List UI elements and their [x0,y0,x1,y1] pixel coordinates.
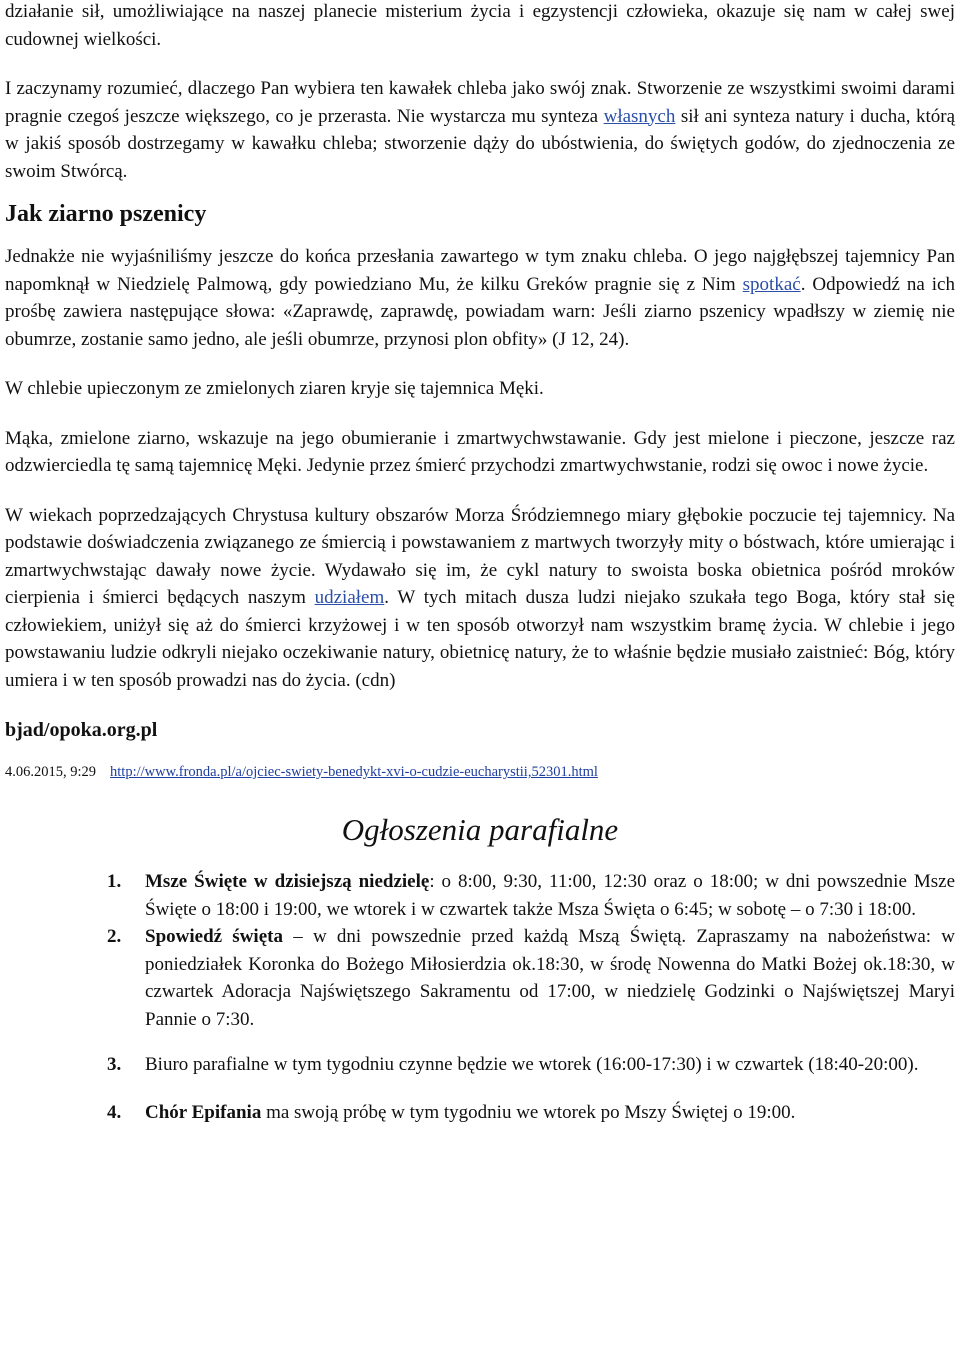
paragraph-text: . Odpowiedź na ich prośbę zawiera następujące słowa: «Zaprawdę, zaprawdę, powiadam warn: Jeśli ziarno pszenicy wpadłszy w ziemię nie obumrze, zostanie samo jedno, ale jeśli obumrze, przynosi plon obfity» (J 12, 24). [5,273,955,350]
paragraph-myths [5,502,955,695]
paragraph-wheat-grain [5,243,955,353]
notice-number: 3. [107,1054,122,1075]
notice-item [5,1051,955,1079]
notice-text: : o 8:00, 9:30, 11:00, 12:30 oraz o 18:00; w dni powszednie Msze Święte o 18:00 i 19:00, we wtorek i w czwartek także Msza Święta o 6:45; w sobotę – o 7:30 i 18:00. [145,871,955,920]
notice-heading: Chór Epifania [145,1101,262,1123]
notice-heading: Spowiedź święta [145,926,283,947]
notices-title: Ogłoszenia parafialne [341,812,619,847]
paragraph-flour [5,425,955,480]
paragraph-text: Mąka, zmielone ziarno, wskazuje na jego obumieranie i zmartwychwstawanie. Gdy jest mielone i pieczone, jeszcze raz odzwierciedla tę samą tajemnicę Męki. Jedynie przez śmierć przychodzi zmartwychwstanie, rodzi się owoc i nowe życie. [5,427,955,476]
dateline [5,762,955,782]
notice-text: – w dni powszednie przed każdą Mszą Świętą. Zapraszamy na nabożeństwa: w poniedziałek Koronka do Bożego Miłosierdzia ok.18:30, w środę Nowenna do Matki Bożej ok.18:30, w czwartek Adoracja Najświętszego Sakramentu od 17:00, w niedzielę Godzinki o Najświętszej Maryi Pannie o 7:30. [145,926,955,1030]
notice-heading: Msze Święte w dzisiejszą niedzielę [145,871,430,892]
spacer [5,744,955,762]
spacer [5,694,955,716]
link-udzialem[interactable]: udziałem [314,587,385,608]
notice-number: 4. [107,1101,122,1123]
paragraph-bread-sign [5,75,955,185]
paragraph-text: I zaczynamy rozumieć, dlaczego Pan wybiera ten kawałek chleba jako swój znak. Stworzenie ze wszystkimi swoimi darami pragnie czegoś jeszcze większego, co je przerasta. Nie wystarcza mu synteza [5,78,955,127]
document-page [5,0,955,1126]
notice-text: ma swoją próbę w tym tygodniu we wtorek po Mszy Świętej o 19:00. [261,1101,796,1123]
link-spotkac[interactable]: spotkać [742,273,801,295]
section-heading: Jak ziarno pszenicy [5,201,207,227]
paragraph-text: . W tych mitach dusza ludzi niejako szukała tego Boga, który stał się człowiekiem, uniżył się aż do śmierci krzyżowej i w ten sposób otworzył nam wszystkim bramę życia. W chlebie i jego powstawaniu ludzie odkryli niejako oczekiwanie natury, obietnicę natury, że to właśnie będzie musiało zaistnieć: Bóg, który umiera i w ten sposób prowadzi nas do życia. (cdn) [5,587,955,691]
notice-number: 2. [107,926,122,947]
spacer [5,782,955,810]
source-url-link[interactable]: http://www.fronda.pl/a/ojciec-swiety-benedykt-xvi-o-cudzie-eucharystii,52301.html [110,764,598,780]
link-wlasnych[interactable]: własnych [603,105,676,127]
notice-item [5,923,955,1033]
spacer [5,185,955,199]
paragraph-text: W chlebie upieczonym ze zmielonych ziaren kryje się tajemnica Męki. [5,378,544,399]
source-attribution: bjad/opoka.org.pl [5,719,158,741]
spacer [5,480,955,502]
publish-date: 4.06.2015, 9:29 [5,764,97,780]
paragraph-text: W wiekach poprzedzających Chrystusa kultury obszarów Morza Śródziemnego miary głębokie poczucie tej tajemnicy. Na podstawie doświadczenia związanego ze śmiercią i powstawaniem z martwych tworzyły mity o bóstwach, które umierając i zmartwychwstając dawały nowe życie. Wydawało się im, że cykl natury to swoista boska obietnica pośród mroków cierpienia i śmierci będących naszym [5,504,955,608]
spacer [5,403,955,425]
spacer [5,353,955,375]
paragraph-text: działanie sił, umożliwiające na naszej planecie misterium życia i egzystencji człowieka, okazuje się nam w całej swej cudownej wielkości. [5,1,955,50]
spacer [5,229,955,243]
spacer [5,53,955,75]
notice-number: 1. [107,871,122,892]
paragraph-text: sił ani synteza natury i ducha, którą w jakiś sposób dostrzegamy w kawałku chleba; stworzenie dąży do ubóstwienia, do świętych godów, do zjednoczenia ze swoim Stwórcą. [5,105,955,182]
notice-text: Biuro parafialne w tym tygodniu czynne będzie we wtorek (16:00-17:30) i w czwartek (18:40-20:00). [145,1054,919,1075]
paragraph-text: Jednakże nie wyjaśniliśmy jeszcze do końca przesłania zawartego w tym znaku chleba. O jego najgłębszej tajemnicy Pan napomknął w Niedzielę Palmową, gdy powiedziano Mu, że kilku Greków pragnie się z Nim [5,246,955,295]
spacer [5,850,955,868]
notice-item [5,1099,955,1127]
notices-list [5,868,955,1126]
notice-item [5,868,955,923]
paragraph-passion [5,375,955,403]
paragraph-intro-continuation [5,0,955,53]
